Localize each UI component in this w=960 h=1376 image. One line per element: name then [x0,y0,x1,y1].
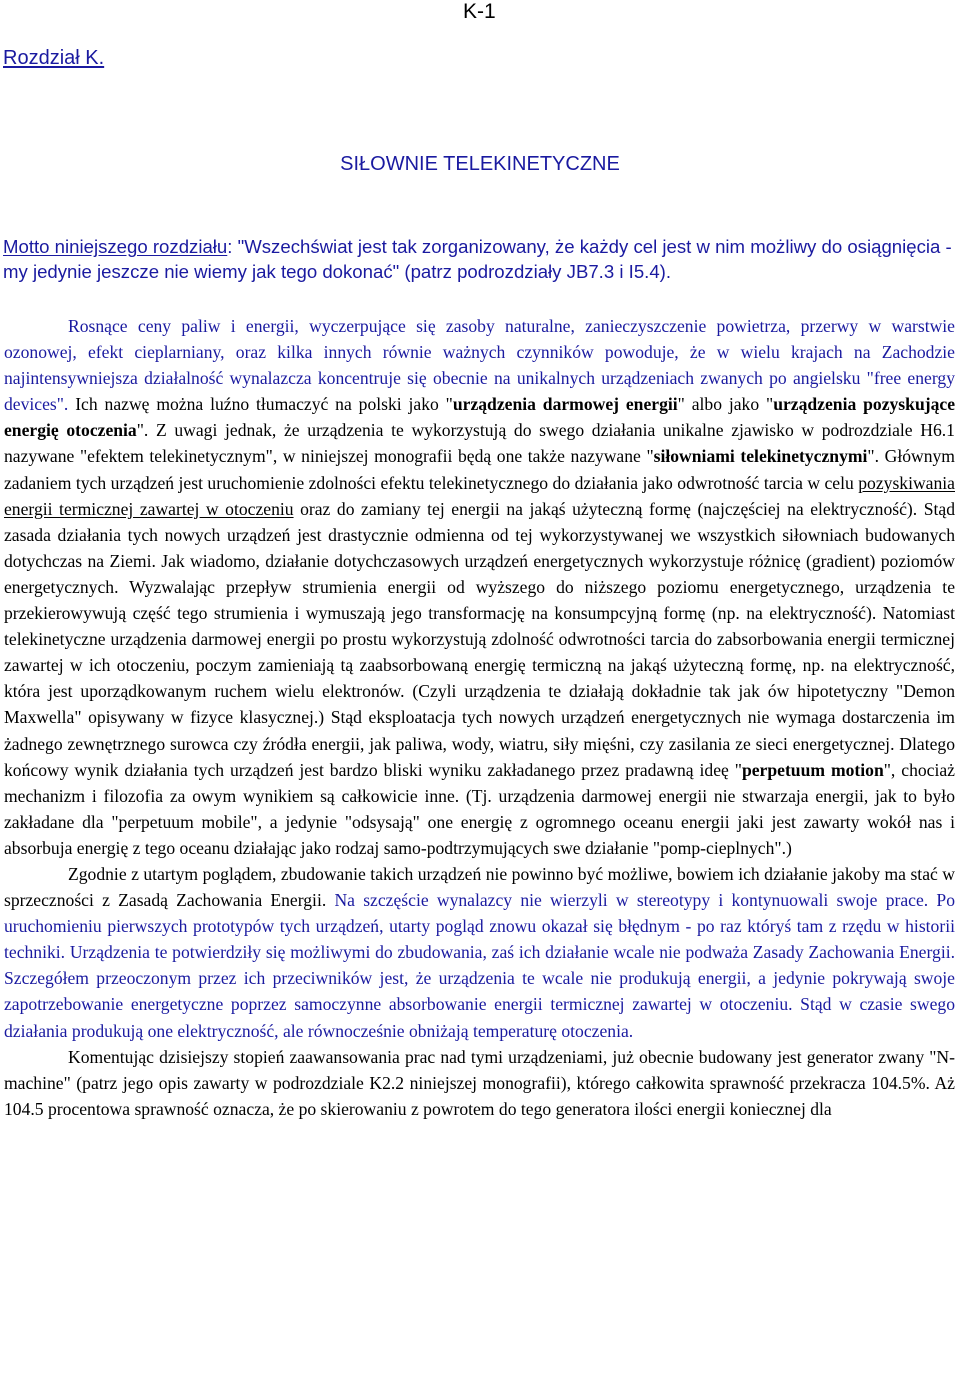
motto-text: : "Wszechświat jest tak zorganizowany, że każdy cel jest w nim możliwy do osiągnięcia - my jedynie jeszcze nie wiemy jak tego dokonać" (patrz podrozdziały JB7.3 i I5.4). [3,236,952,282]
motto-label: Motto niniejszego rozdziału [3,236,228,257]
page-number: K-1 [463,0,496,23]
motto-paragraph [3,234,958,284]
p2-text-blue: Na szczęście wynalazcy nie wierzyli w stereotypy i kontynuowali swoje prace. Po uruchomieniu pierwszych prototypów tych urządzeń, utarty pogląd znowu okazał się błędnym - po raz któryś tam z rzędu w historii techniki. Urządzenia te potwierdziły się możliwymi do zbudowania, zaś ich działanie wcale nie podważa Zasady Zachowania Energii. Szczegółem przeoczonym przez ich przeciwników jest, że urządzenia te wcale nie produkują energii, a jedynie pokrywają swoje zapotrzebowanie energetyczne poprzez samoczynne absorbowanie energii termicznej zawartej w otoczeniu. Stąd w czasie swego działania produkują one elektryczność, ale równocześnie obniżają temperaturę otoczenia. [4,890,956,1041]
chapter-link[interactable]: Rozdział K. [3,47,105,69]
p1-text-a: Ich nazwę można luźno tłumaczyć na polski jako " [75,394,453,415]
main-text [4,313,955,1122]
paragraph-1 [4,313,955,861]
p1-underlined-thermal: pozyskiwania energii termicznej zawartej w otoczeniu [4,472,955,519]
chapter-title: SIŁOWNIE TELEKINETYCZNE [340,153,620,175]
p1-bold-ambient-energy: urządzenia pozyskujące energię otoczenia [4,394,955,441]
paragraph-3 [4,1044,955,1122]
p3-text: Komentując dzisiejszy stopień zaawansowania prac nad tymi urządzeniami, już obecnie budowany jest generator zwany "N-machine" (patrz jego opis zawarty w podrozdziale K2.2 niniejszej monografii), którego całkowita sprawność przekracza 104.5%. Aż 104.5 procentowa sprawność oznacza, że po skierowaniu z powrotem do tego generatora ilości energii koniecznej dla [4,1046,955,1119]
p2-text-black: Zgodnie z utartym poglądem, zbudowanie takich urządzeń nie powinno być możliwe, bowiem ich działanie jakoby ma stać w sprzeczności z Zasadą Zachowania Energii. [4,863,955,911]
p1-text-f: ", chociaż mechanizm i filozofia za owym wynikiem są całkowicie inne. (Tj. urządzenia darmowej energii nie stwarzaja energii, jak to było zakładane dla "perpetuum mobile", a jedynie "odsysają" one energię z ogromnego oceanu energii jaki jest zawarty wokół nas i absorbuja energię z tego oceanu działając jako rodzaj samo-podtrzymujących swe działanie "pomp-cieplnych".) [4,759,955,858]
p1-text-c: ". Z uwagi jednak, że urządzenia te wykorzystują do swego działania unikalne zjawisko w podrozdziale H6.1 nazywane "efektem telekinetycznym", w niniejszej monografii będą one także nazywane " [4,420,955,467]
paragraph-2 [4,861,955,1044]
p1-bold-free-energy: urządzenia darmowej energii [452,394,678,415]
p1-sentence-1: Rosnące ceny paliw i energii, wyczerpujące się zasoby naturalne, zanieczyszczenie powietrza, przerwy w warstwie ozonowej, efekt cieplarniany, oraz kilka innych równie ważnych czynników powoduje, że w wielu krajach na Zachodzie najintensywniejsza działalność wynalazcza koncentruje się obecnie na unikalnych urządzeniach zwanych po angielsku "free energy devices". [4,316,955,415]
p1-bold-telekinetic: siłowniami telekinetycznymi [653,446,868,467]
p1-text-d: ". Głównym zadaniem tych urządzeń jest uruchomienie zdolności efektu telekinetycznego do działania jako odwrotność tarcia w celu [4,446,955,493]
p1-text-b: " albo jako " [677,394,774,415]
p1-bold-perpetuum: perpetuum motion [741,759,884,780]
p1-text-e: oraz do zamiany tej energii na jakąś użyteczną formę (najczęściej na elektryczność). Stąd zasada działania tych nowych urządzeń jest drastycznie odmienna od tej wykorzystywanej we wszystkich siłowniach budowanych dotychczas na Ziemi. Jak wiadomo, działanie dotychczasowych urządzeń energetycznych wykorzystuje różnicę (gradient) poziomów energetycznych. Wyzwalając przepływ strumienia energii od wyższego do niższego poziomu energetycznego, urządzenia te przekierowywują część tego strumienia i wymuszają jego transformację na konsumpcyjną formę (np. na elektryczność). Natomiast telekinetyczne urządzenia darmowej energii po prostu wykorzystują zdolność odwrotności tarcia do zabsorbowania energii termicznej zawartej w ich otoczeniu, poczym zamieniają tą zaabsorbowaną energię termiczną na jakąś użyteczną formę, np. na elektryczność, która jest uporządkowanym ruchem wielu elektronów. (Czyli urządzenia te działają dokładnie tak jak ów hipotetyczny "Demon Maxwella" opisywany w fizyce klasycznej.) Stąd eksploatacja tych nowych urządzeń energetycznych nie wymaga dostarczenia im żadnego zewnętrznego surowca czy źródła energii, jak paliwa, wody, wiatru, siły mięśni, czy zasilania ze sieci energetycznej. Dlatego końcowy wynik działania tych urządzeń jest bardzo bliski wyniku zakładanego przez pradawną ideę " [4,498,955,780]
